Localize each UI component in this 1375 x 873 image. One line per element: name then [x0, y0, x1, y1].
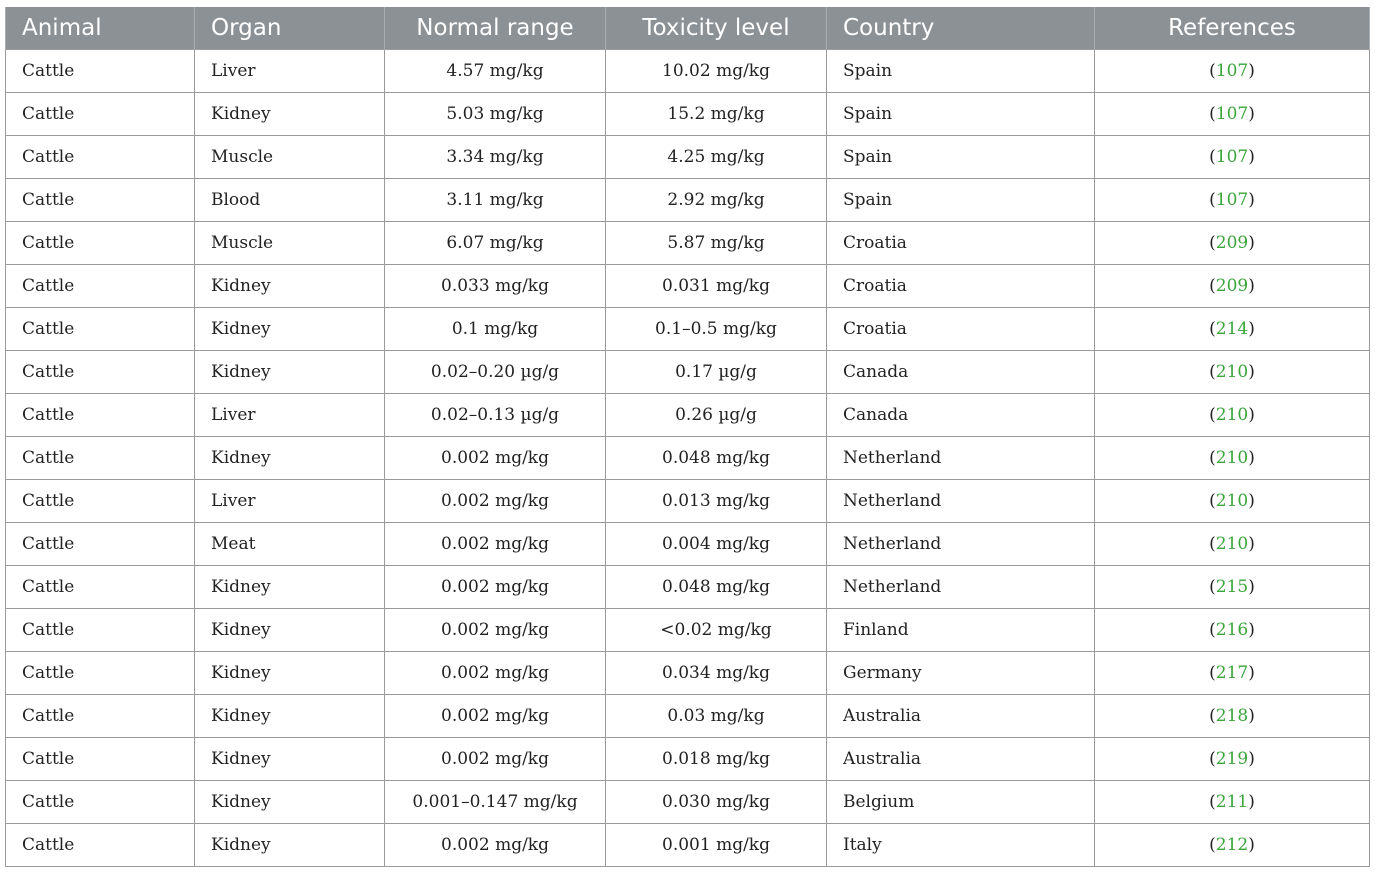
- paren-close: ): [1248, 61, 1255, 81]
- cell-reference: [1095, 609, 1370, 652]
- cell-toxicity-level: 0.26 µg/g: [606, 394, 827, 437]
- cell-normal-range: 0.033 mg/kg: [385, 265, 606, 308]
- cell-normal-range: 0.001–0.147 mg/kg: [385, 781, 606, 824]
- paren-close: ): [1248, 319, 1255, 339]
- cell-organ: Kidney: [195, 695, 385, 738]
- table-row: [6, 308, 1370, 351]
- reference-link[interactable]: 210: [1215, 491, 1249, 511]
- cell-animal: Cattle: [6, 50, 195, 93]
- table-row: [6, 265, 1370, 308]
- paren-open: (: [1209, 577, 1216, 597]
- cell-animal: Cattle: [6, 566, 195, 609]
- cell-organ: Blood: [195, 179, 385, 222]
- cell-organ: Kidney: [195, 738, 385, 781]
- cell-reference: [1095, 222, 1370, 265]
- cell-animal: Cattle: [6, 308, 195, 351]
- reference-link[interactable]: 209: [1215, 276, 1249, 296]
- cell-normal-range: 0.002 mg/kg: [385, 566, 606, 609]
- paren-close: ): [1248, 491, 1255, 511]
- cell-animal: Cattle: [6, 93, 195, 136]
- cell-toxicity-level: 0.17 µg/g: [606, 351, 827, 394]
- cell-organ: Kidney: [195, 609, 385, 652]
- cell-normal-range: 0.002 mg/kg: [385, 480, 606, 523]
- cell-country: Croatia: [827, 308, 1095, 351]
- paren-open: (: [1209, 706, 1216, 726]
- reference-link[interactable]: 212: [1215, 835, 1249, 855]
- table-row: [6, 179, 1370, 222]
- header-organ: Organ: [195, 7, 385, 50]
- cell-animal: Cattle: [6, 609, 195, 652]
- table-row: [6, 824, 1370, 867]
- cell-normal-range: 3.11 mg/kg: [385, 179, 606, 222]
- table-row: [6, 222, 1370, 265]
- cell-animal: Cattle: [6, 824, 195, 867]
- table-row: [6, 437, 1370, 480]
- cell-reference: [1095, 308, 1370, 351]
- cell-organ: Liver: [195, 50, 385, 93]
- reference-link[interactable]: 216: [1215, 620, 1249, 640]
- cell-country: Germany: [827, 652, 1095, 695]
- cell-organ: Kidney: [195, 265, 385, 308]
- cell-toxicity-level: 0.031 mg/kg: [606, 265, 827, 308]
- cell-toxicity-level: 2.92 mg/kg: [606, 179, 827, 222]
- cell-reference: [1095, 695, 1370, 738]
- cell-animal: Cattle: [6, 738, 195, 781]
- reference-link[interactable]: 210: [1215, 362, 1249, 382]
- paren-close: ): [1248, 706, 1255, 726]
- cell-normal-range: 0.1 mg/kg: [385, 308, 606, 351]
- paren-open: (: [1209, 620, 1216, 640]
- cell-reference: [1095, 437, 1370, 480]
- reference-link[interactable]: 107: [1215, 190, 1249, 210]
- cell-toxicity-level: 0.018 mg/kg: [606, 738, 827, 781]
- cell-reference: [1095, 824, 1370, 867]
- cell-country: Canada: [827, 351, 1095, 394]
- paren-open: (: [1209, 319, 1216, 339]
- cell-normal-range: 3.34 mg/kg: [385, 136, 606, 179]
- cell-toxicity-level: 5.87 mg/kg: [606, 222, 827, 265]
- paren-open: (: [1209, 792, 1216, 812]
- cell-country: Spain: [827, 179, 1095, 222]
- header-animal: Animal: [6, 7, 195, 50]
- toxicity-table: [5, 7, 1370, 867]
- cell-country: Australia: [827, 738, 1095, 781]
- cell-toxicity-level: <0.02 mg/kg: [606, 609, 827, 652]
- cell-organ: Kidney: [195, 781, 385, 824]
- cell-toxicity-level: 0.034 mg/kg: [606, 652, 827, 695]
- cell-animal: Cattle: [6, 179, 195, 222]
- cell-country: Croatia: [827, 222, 1095, 265]
- cell-country: Netherland: [827, 437, 1095, 480]
- cell-normal-range: 4.57 mg/kg: [385, 50, 606, 93]
- paren-close: ): [1248, 147, 1255, 167]
- cell-normal-range: 0.002 mg/kg: [385, 609, 606, 652]
- paren-close: ): [1248, 792, 1255, 812]
- cell-animal: Cattle: [6, 695, 195, 738]
- cell-animal: Cattle: [6, 351, 195, 394]
- paren-open: (: [1209, 491, 1216, 511]
- paren-close: ): [1248, 620, 1255, 640]
- table-row: [6, 480, 1370, 523]
- paren-close: ): [1248, 190, 1255, 210]
- cell-reference: [1095, 394, 1370, 437]
- header-references: References: [1095, 7, 1370, 50]
- reference-link[interactable]: 210: [1215, 448, 1249, 468]
- cell-organ: Kidney: [195, 652, 385, 695]
- header-country: Country: [827, 7, 1095, 50]
- paren-close: ): [1248, 534, 1255, 554]
- cell-organ: Muscle: [195, 136, 385, 179]
- reference-link[interactable]: 210: [1215, 534, 1249, 554]
- cell-toxicity-level: 15.2 mg/kg: [606, 93, 827, 136]
- cell-toxicity-level: 0.001 mg/kg: [606, 824, 827, 867]
- cell-country: Canada: [827, 394, 1095, 437]
- paren-open: (: [1209, 147, 1216, 167]
- header-row: [6, 7, 1370, 50]
- cell-toxicity-level: 0.1–0.5 mg/kg: [606, 308, 827, 351]
- cell-reference: [1095, 566, 1370, 609]
- table-row: [6, 523, 1370, 566]
- table-header: [6, 7, 1370, 50]
- cell-toxicity-level: 4.25 mg/kg: [606, 136, 827, 179]
- table-row: [6, 738, 1370, 781]
- cell-toxicity-level: 0.048 mg/kg: [606, 437, 827, 480]
- cell-toxicity-level: 10.02 mg/kg: [606, 50, 827, 93]
- table-body: [6, 50, 1370, 867]
- cell-organ: Muscle: [195, 222, 385, 265]
- cell-country: Croatia: [827, 265, 1095, 308]
- cell-country: Italy: [827, 824, 1095, 867]
- cell-country: Netherland: [827, 523, 1095, 566]
- cell-country: Netherland: [827, 480, 1095, 523]
- cell-toxicity-level: 0.03 mg/kg: [606, 695, 827, 738]
- paren-open: (: [1209, 233, 1216, 253]
- cell-normal-range: 0.002 mg/kg: [385, 738, 606, 781]
- reference-link[interactable]: 218: [1215, 706, 1249, 726]
- cell-animal: Cattle: [6, 136, 195, 179]
- paren-close: ): [1248, 448, 1255, 468]
- paren-close: ): [1248, 362, 1255, 382]
- cell-organ: Kidney: [195, 351, 385, 394]
- cell-normal-range: 5.03 mg/kg: [385, 93, 606, 136]
- cell-reference: [1095, 351, 1370, 394]
- table-row: [6, 566, 1370, 609]
- cell-country: Australia: [827, 695, 1095, 738]
- cell-reference: [1095, 93, 1370, 136]
- cell-organ: Kidney: [195, 308, 385, 351]
- cell-reference: [1095, 50, 1370, 93]
- cell-reference: [1095, 781, 1370, 824]
- cell-animal: Cattle: [6, 394, 195, 437]
- cell-reference: [1095, 738, 1370, 781]
- paren-open: (: [1209, 405, 1216, 425]
- reference-link[interactable]: 219: [1215, 749, 1249, 769]
- table-row: [6, 136, 1370, 179]
- cell-country: Belgium: [827, 781, 1095, 824]
- cell-organ: Liver: [195, 394, 385, 437]
- cell-normal-range: 0.002 mg/kg: [385, 824, 606, 867]
- paren-close: ): [1248, 276, 1255, 296]
- cell-animal: Cattle: [6, 480, 195, 523]
- cell-reference: [1095, 480, 1370, 523]
- table-row: [6, 609, 1370, 652]
- cell-toxicity-level: 0.048 mg/kg: [606, 566, 827, 609]
- paren-open: (: [1209, 104, 1216, 124]
- cell-toxicity-level: 0.013 mg/kg: [606, 480, 827, 523]
- cell-organ: Kidney: [195, 566, 385, 609]
- cell-organ: Meat: [195, 523, 385, 566]
- cell-organ: Kidney: [195, 93, 385, 136]
- paren-open: (: [1209, 276, 1216, 296]
- reference-link[interactable]: 211: [1215, 792, 1249, 812]
- reference-link[interactable]: 210: [1215, 405, 1249, 425]
- cell-normal-range: 0.002 mg/kg: [385, 437, 606, 480]
- paren-close: ): [1248, 663, 1255, 683]
- paren-open: (: [1209, 448, 1216, 468]
- reference-link[interactable]: 107: [1215, 147, 1249, 167]
- cell-animal: Cattle: [6, 781, 195, 824]
- cell-normal-range: 0.002 mg/kg: [385, 695, 606, 738]
- cell-normal-range: 0.02–0.20 µg/g: [385, 351, 606, 394]
- paren-open: (: [1209, 190, 1216, 210]
- cell-organ: Liver: [195, 480, 385, 523]
- cell-organ: Kidney: [195, 824, 385, 867]
- cell-animal: Cattle: [6, 523, 195, 566]
- cell-toxicity-level: 0.004 mg/kg: [606, 523, 827, 566]
- cell-normal-range: 6.07 mg/kg: [385, 222, 606, 265]
- cell-animal: Cattle: [6, 222, 195, 265]
- cell-organ: Kidney: [195, 437, 385, 480]
- cell-normal-range: 0.002 mg/kg: [385, 652, 606, 695]
- paren-close: ): [1248, 104, 1255, 124]
- paren-close: ): [1248, 577, 1255, 597]
- paren-close: ): [1248, 835, 1255, 855]
- cell-reference: [1095, 652, 1370, 695]
- paren-open: (: [1209, 663, 1216, 683]
- cell-reference: [1095, 523, 1370, 566]
- data-table-container: [5, 7, 1369, 867]
- reference-link[interactable]: 209: [1215, 233, 1249, 253]
- paren-open: (: [1209, 61, 1216, 81]
- table-row: [6, 50, 1370, 93]
- paren-close: ): [1248, 405, 1255, 425]
- table-row: [6, 652, 1370, 695]
- paren-open: (: [1209, 534, 1216, 554]
- header-toxicity-level: Toxicity level: [606, 7, 827, 50]
- reference-link[interactable]: 107: [1215, 104, 1249, 124]
- reference-link[interactable]: 107: [1215, 61, 1249, 81]
- cell-normal-range: 0.002 mg/kg: [385, 523, 606, 566]
- reference-link[interactable]: 217: [1215, 663, 1249, 683]
- paren-open: (: [1209, 749, 1216, 769]
- cell-normal-range: 0.02–0.13 µg/g: [385, 394, 606, 437]
- table-row: [6, 93, 1370, 136]
- reference-link[interactable]: 215: [1215, 577, 1249, 597]
- paren-open: (: [1209, 362, 1216, 382]
- cell-reference: [1095, 265, 1370, 308]
- reference-link[interactable]: 214: [1215, 319, 1249, 339]
- table-row: [6, 394, 1370, 437]
- table-row: [6, 781, 1370, 824]
- header-normal-range: Normal range: [385, 7, 606, 50]
- table-row: [6, 695, 1370, 738]
- cell-country: Spain: [827, 136, 1095, 179]
- cell-animal: Cattle: [6, 265, 195, 308]
- cell-country: Finland: [827, 609, 1095, 652]
- table-row: [6, 351, 1370, 394]
- paren-close: ): [1248, 233, 1255, 253]
- cell-country: Spain: [827, 50, 1095, 93]
- cell-reference: [1095, 179, 1370, 222]
- cell-country: Netherland: [827, 566, 1095, 609]
- cell-reference: [1095, 136, 1370, 179]
- cell-toxicity-level: 0.030 mg/kg: [606, 781, 827, 824]
- cell-country: Spain: [827, 93, 1095, 136]
- paren-open: (: [1209, 835, 1216, 855]
- cell-animal: Cattle: [6, 437, 195, 480]
- cell-animal: Cattle: [6, 652, 195, 695]
- paren-close: ): [1248, 749, 1255, 769]
